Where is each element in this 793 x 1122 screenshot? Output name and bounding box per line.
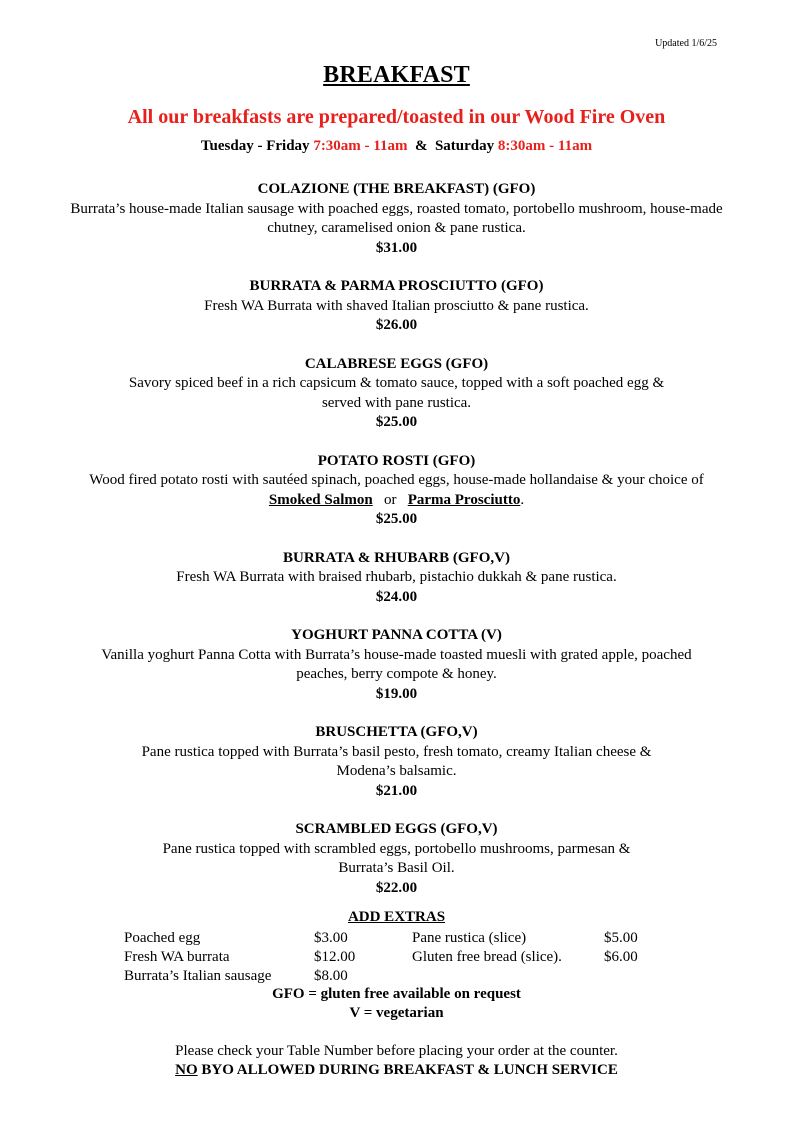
menu-item (70, 277, 723, 336)
hours-time-2: 8:30am - 11am (497, 138, 593, 154)
extra-price: $12.00 (314, 949, 356, 965)
extra-name: Pane rustica (slice) (412, 930, 527, 946)
item-name: COLAZIONE (THE BREAKFAST) (GFO) (257, 181, 536, 197)
item-description: Burrata’s house-made Italian sausage with poached eggs, roasted tomato, portobello mushroom, house-made chutney, caramelised onion & pane rustica. (70, 200, 723, 236)
extra-name: Fresh WA burrata (124, 949, 230, 965)
item-description: Vanilla yoghurt Panna Cotta with Burrata’s house-made toasted muesli with grated apple, poached peaches, berry compote & honey. (101, 646, 692, 682)
hours-time-1: 7:30am - 11am (313, 138, 408, 154)
menu-list (70, 180, 723, 917)
item-name: YOGHURT PANNA COTTA (V) (291, 627, 502, 643)
legend-gfo: GFO = gluten free available on request (272, 986, 521, 1002)
item-price: $26.00 (375, 317, 418, 333)
footer-byo-notice (0, 1061, 793, 1080)
menu-item (70, 180, 723, 258)
extra-name (412, 967, 604, 986)
item-name: POTATO ROSTI (GFO) (317, 452, 476, 469)
extras-title: ADD EXTRAS (347, 909, 446, 925)
subtitle: All our breakfasts are prepared/toasted in our Wood Fire Oven (127, 106, 666, 128)
item-description: Fresh WA Burrata with braised rhubarb, pistachio dukkah & pane rustica. (176, 569, 617, 585)
hours-day-1: Tuesday - Friday (200, 138, 310, 154)
legend (0, 985, 793, 1023)
page-title: BREAKFAST (323, 62, 470, 88)
menu-item (70, 549, 723, 608)
footer-byo-text: BYO ALLOWED DURING BREAKFAST & LUNCH SERVICE (197, 1062, 618, 1078)
extras-table (124, 929, 664, 986)
item-price: $19.00 (375, 685, 418, 702)
menu-item (70, 452, 723, 530)
extra-name: Gluten free bread (slice). (412, 949, 562, 965)
extra-name: Burrata’s Italian sausage (124, 968, 272, 984)
opening-hours (0, 138, 793, 155)
item-price: $24.00 (375, 588, 418, 605)
choice-smoked-salmon: Smoked Salmon (268, 491, 373, 508)
item-price: $21.00 (375, 782, 418, 799)
item-name: BURRATA & RHUBARB (GFO,V) (283, 549, 510, 566)
extras-row (124, 948, 664, 967)
item-name: CALABRESE EGGS (GFO) (304, 355, 489, 372)
hours-day-2: Saturday (434, 138, 495, 154)
item-name: SCRAMBLED EGGS (GFO,V) (295, 821, 498, 837)
hours-separator: & (414, 138, 428, 154)
item-name: BURRATA & PARMA PROSCIUTTO (GFO) (249, 278, 544, 294)
menu-item (70, 355, 723, 433)
item-price: $25.00 (375, 414, 418, 430)
item-price: $25.00 (375, 511, 418, 527)
menu-item (70, 723, 723, 801)
choice-parma-prosciutto: Parma Prosciutto (407, 491, 521, 508)
legend-v: V = vegetarian (349, 1005, 444, 1021)
extra-price: $5.00 (604, 930, 638, 946)
footer-no: NO (175, 1062, 198, 1078)
extras-row (124, 929, 664, 948)
menu-item (70, 626, 723, 704)
choice-or: or (383, 491, 397, 508)
item-name: BRUSCHETTA (GFO,V) (315, 724, 478, 740)
item-description (70, 471, 723, 510)
extra-price: $8.00 (314, 968, 348, 984)
extras-row (124, 967, 664, 986)
item-desc-text: Wood fired potato rosti with sautéed spinach, poached eggs, house-made hollandaise & your choice of (89, 472, 704, 488)
extra-name: Poached egg (124, 930, 201, 946)
extra-price (604, 967, 664, 986)
footer (0, 1042, 793, 1080)
item-price: $31.00 (375, 239, 418, 256)
choice-end: . (520, 491, 525, 508)
item-price: $22.00 (375, 879, 418, 896)
item-description: Pane rustica topped with Burrata’s basil pesto, fresh tomato, creamy Italian cheese & Modena’s balsamic. (141, 743, 652, 779)
extra-price: $6.00 (604, 949, 638, 965)
extra-price: $3.00 (314, 930, 348, 946)
item-description: Savory spiced beef in a rich capsicum & tomato sauce, topped with a soft poached egg & served with pane rustica. (128, 375, 665, 411)
updated-date: Updated 1/6/25 (655, 38, 717, 49)
item-description: Pane rustica topped with scrambled eggs, portobello mushrooms, parmesan & Burrata’s Basil Oil. (162, 840, 631, 876)
item-description: Fresh WA Burrata with shaved Italian prosciutto & pane rustica. (204, 297, 589, 314)
footer-note: Please check your Table Number before placing your order at the counter. (175, 1043, 618, 1059)
menu-item (70, 820, 723, 898)
